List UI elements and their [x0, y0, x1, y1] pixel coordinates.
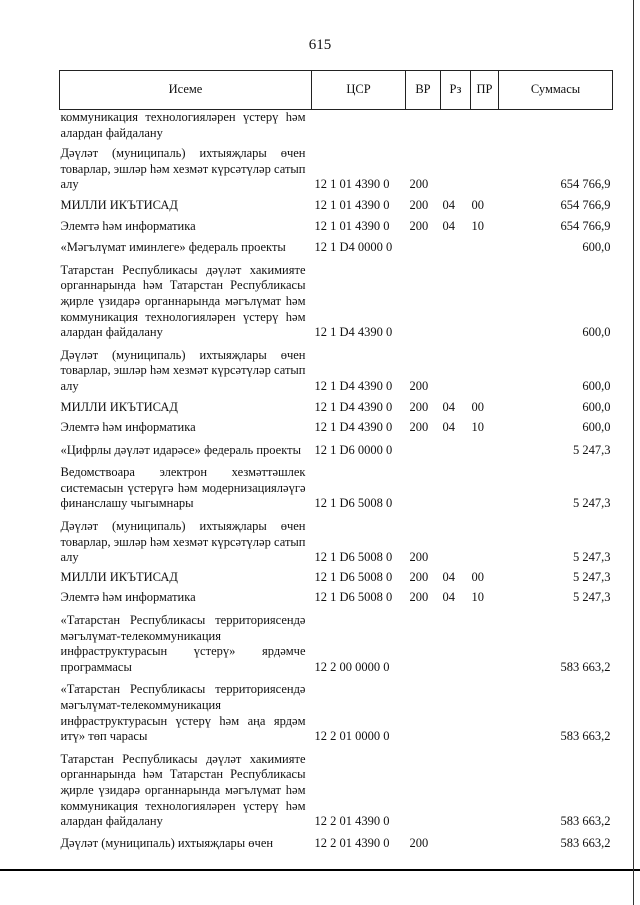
table-body: [60, 110, 613, 854]
cell-sum: 583 663,2: [560, 729, 611, 744]
cell-rz: [441, 460, 471, 514]
cell-name: Дәүләт (муниципаль) ихтыяҗлары өчен товарлар, эшләр һәм хезмәт күрсәтүләр сатып алу: [60, 519, 306, 565]
table-row: [60, 568, 613, 588]
header-name: Исеме: [60, 71, 312, 110]
cell-pr: 10: [471, 420, 484, 435]
cell-rz: [441, 236, 471, 258]
table-row: [60, 832, 613, 854]
cell-sum: 5 247,3: [573, 442, 611, 457]
cell-sum: 600,0: [582, 240, 611, 255]
cell-pr: 00: [471, 197, 484, 212]
cell-rz: [441, 143, 471, 195]
cell-vr: [406, 236, 441, 258]
cell-csr: 12 2 01 4390 0: [314, 835, 390, 850]
table-row: [60, 343, 613, 397]
table-row: [60, 438, 613, 461]
cell-name: Дәүләт (муниципаль) ихтыяҗлары өчен товарлар, эшләр һәм хезмәт күрсәтүләр сатып алу: [60, 347, 306, 393]
cell-csr: 12 1 D4 0000 0: [314, 240, 393, 255]
cell-name: Татарстан Республикасы дәүләт хакимияте органнарында һәм Татарстан Республикасы җирле үзидарә органнарында мәгълүмат һәм коммуникация технологияләрен үстерү һәм алардан файдалану: [60, 262, 306, 340]
header-pr: ПР: [471, 71, 499, 110]
cell-rz: [441, 343, 471, 397]
table-row: [60, 216, 613, 237]
cell-rz: 04: [442, 590, 455, 605]
cell-sum: 5 247,3: [573, 496, 611, 511]
cell-rz: [441, 110, 471, 144]
cell-pr: 00: [471, 399, 484, 414]
cell-vr: [406, 438, 441, 461]
cell-pr: [471, 608, 499, 677]
cell-sum: 5 247,3: [573, 569, 611, 584]
cell-csr: [312, 110, 406, 144]
page-right-edge: [633, 0, 634, 905]
cell-csr: 12 2 01 4390 0: [314, 814, 390, 829]
budget-table: [59, 70, 613, 853]
table-row: [60, 514, 613, 568]
table-row: [60, 143, 613, 195]
cell-pr: [471, 677, 499, 746]
cell-pr: 00: [471, 569, 484, 584]
cell-pr: 10: [471, 590, 484, 605]
cell-vr: 200: [409, 378, 429, 393]
cell-pr: [471, 110, 499, 144]
cell-csr: 12 1 01 4390 0: [314, 197, 390, 212]
cell-vr: 200: [409, 420, 429, 435]
cell-csr: 12 2 00 0000 0: [314, 659, 390, 674]
cell-name: «Мәгълүмат иминлеге» федераль проекты: [60, 240, 286, 255]
cell-vr: [406, 460, 441, 514]
cell-pr: [471, 258, 499, 343]
cell-csr: 12 1 D6 0000 0: [314, 442, 393, 457]
cell-sum: 600,0: [582, 378, 611, 393]
cell-name: «Татарстан Республикасы территориясендә мәгълүмат-телекоммуникация инфраструктурасын үстерү һәм аңа ярдәм итү» төп чарасы: [60, 682, 306, 744]
cell-rz: [441, 747, 471, 832]
cell-sum: 600,0: [582, 325, 611, 340]
cell-name: Дәүләт (муниципаль) ихтыяҗлары өчен товарлар, эшләр һәм хезмәт күрсәтүләр сатып алу: [60, 146, 306, 192]
cell-rz: [441, 258, 471, 343]
cell-rz: [441, 677, 471, 746]
cell-rz: 04: [442, 197, 455, 212]
table-row: [60, 587, 613, 608]
table-row: [60, 608, 613, 677]
table-row: [60, 460, 613, 514]
cell-csr: 12 1 D4 4390 0: [314, 399, 393, 414]
cell-name: Ведомствоара электрон хезмәттәшлек системасын үстерүгә һәм модернизацияләүгә финанслашу чыгымнары: [60, 465, 306, 511]
cell-vr: 200: [409, 399, 429, 414]
cell-name: «Цифрлы дәүләт идарәсе» федераль проекты: [60, 442, 301, 457]
cell-name: Элемтә һәм информатика: [60, 590, 196, 605]
page-number: 615: [308, 37, 332, 53]
table-row: [60, 417, 613, 438]
cell-pr: [471, 343, 499, 397]
table-row: [60, 747, 613, 832]
page-bottom-border: [0, 869, 640, 871]
cell-name: Элемтә һәм информатика: [60, 420, 196, 435]
budget-table-container: [59, 70, 612, 853]
cell-csr: 12 1 01 4390 0: [314, 177, 390, 192]
cell-pr: [471, 143, 499, 195]
cell-name: Татарстан Республикасы дәүләт хакимияте органнарында һәм Татарстан Республикасы җирле үзидарә органнарында мәгълүмат һәм коммуникация технологияләрен үстерү һәм алардан файдалану: [60, 751, 306, 829]
cell-vr: [406, 258, 441, 343]
cell-sum: 583 663,2: [560, 835, 611, 850]
cell-pr: 10: [471, 218, 484, 233]
cell-csr: 12 1 D6 5008 0: [314, 569, 393, 584]
cell-vr: [406, 747, 441, 832]
cell-csr: 12 1 D4 4390 0: [314, 420, 393, 435]
cell-sum: [499, 110, 613, 144]
cell-sum: 600,0: [582, 399, 611, 414]
cell-sum: 5 247,3: [573, 590, 611, 605]
cell-name: «Татарстан Республикасы территориясендә мәгълүмат-телекоммуникация инфраструктурасын үстерү» ярдәмче программасы: [60, 613, 306, 674]
cell-rz: [441, 514, 471, 568]
cell-csr: 12 1 01 4390 0: [314, 218, 390, 233]
cell-sum: 583 663,2: [560, 814, 611, 829]
cell-vr: 200: [409, 177, 429, 192]
cell-vr: [406, 608, 441, 677]
cell-pr: [471, 747, 499, 832]
cell-csr: 12 1 D4 4390 0: [314, 378, 393, 393]
cell-name: коммуникация технологияләрен үстерү һәм алардан файдалану: [60, 110, 306, 140]
header-rz: Рз: [441, 71, 471, 110]
cell-sum: 654 766,9: [560, 218, 611, 233]
header-vr: ВР: [406, 71, 441, 110]
cell-pr: [471, 514, 499, 568]
cell-csr: 12 1 D6 5008 0: [314, 590, 393, 605]
cell-vr: 200: [409, 218, 429, 233]
cell-name: МИЛЛИ ИКЪТИСАД: [60, 569, 178, 584]
cell-vr: [406, 110, 441, 144]
table-header: [60, 71, 613, 110]
cell-pr: [471, 460, 499, 514]
cell-vr: 200: [409, 590, 429, 605]
cell-vr: 200: [409, 550, 429, 565]
cell-rz: 04: [442, 218, 455, 233]
cell-sum: 654 766,9: [560, 177, 611, 192]
cell-csr: 12 2 01 0000 0: [314, 729, 390, 744]
table-row: [60, 195, 613, 216]
cell-sum: 5 247,3: [573, 550, 611, 565]
cell-vr: [406, 677, 441, 746]
cell-sum: 583 663,2: [560, 659, 611, 674]
cell-rz: [441, 438, 471, 461]
table-row: [60, 677, 613, 746]
cell-rz: 04: [442, 399, 455, 414]
cell-vr: 200: [409, 197, 429, 212]
table-row: [60, 110, 613, 144]
table-row: [60, 397, 613, 418]
table-row: [60, 258, 613, 343]
cell-pr: [471, 438, 499, 461]
cell-name: Дәүләт (муниципаль) ихтыяҗлары өчен: [60, 835, 274, 850]
cell-rz: [441, 608, 471, 677]
cell-sum: 600,0: [582, 420, 611, 435]
cell-rz: [441, 832, 471, 854]
cell-csr: 12 1 D6 5008 0: [314, 550, 393, 565]
cell-sum: 654 766,9: [560, 197, 611, 212]
cell-csr: 12 1 D6 5008 0: [314, 496, 393, 511]
cell-rz: 04: [442, 420, 455, 435]
table-row: [60, 236, 613, 258]
cell-name: МИЛЛИ ИКЪТИСАД: [60, 399, 178, 414]
header-sum: Суммасы: [499, 71, 613, 110]
cell-pr: [471, 832, 499, 854]
cell-csr: 12 1 D4 4390 0: [314, 325, 393, 340]
cell-vr: 200: [409, 835, 429, 850]
header-csr: ЦСР: [312, 71, 406, 110]
cell-rz: 04: [442, 569, 455, 584]
cell-pr: [471, 236, 499, 258]
cell-name: МИЛЛИ ИКЪТИСАД: [60, 197, 178, 212]
cell-vr: 200: [409, 569, 429, 584]
cell-name: Элемтә һәм информатика: [60, 218, 196, 233]
